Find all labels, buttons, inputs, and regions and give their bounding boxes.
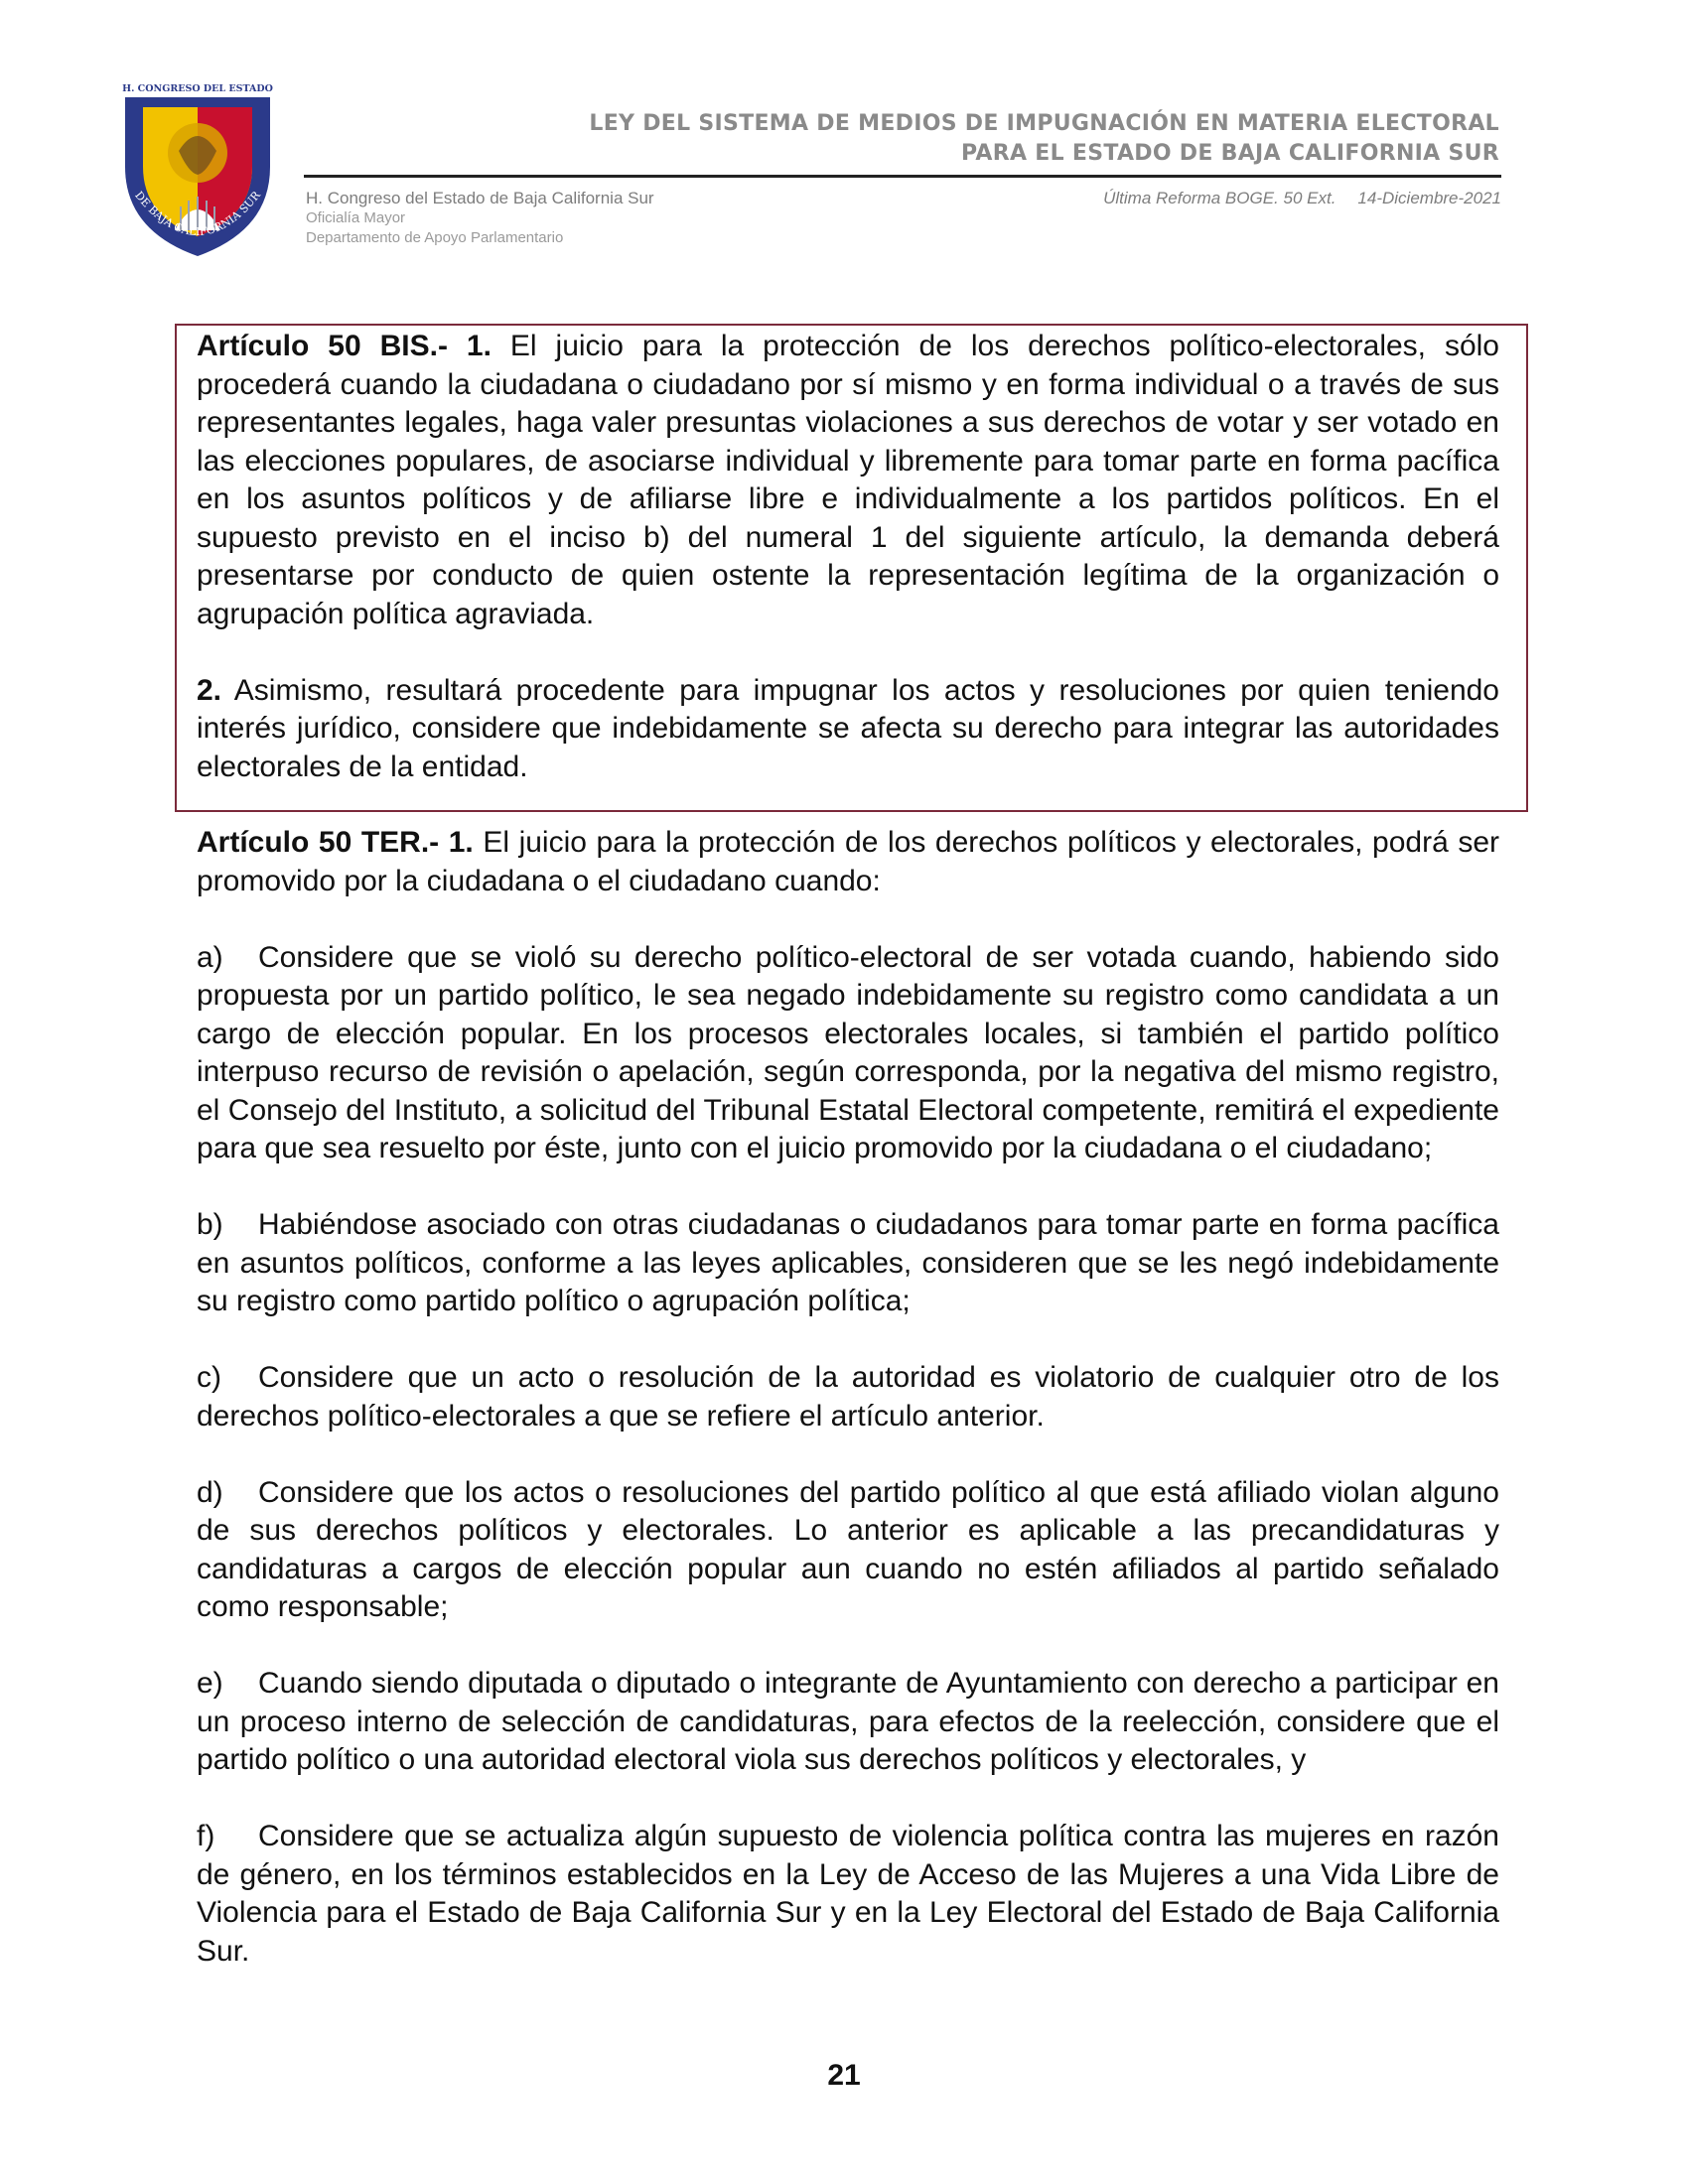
item-label: f) <box>197 1820 215 1852</box>
list-item-b <box>197 1206 1499 1321</box>
reform-date: 14-Diciembre-2021 <box>1357 189 1501 207</box>
item-text: Considere que se violó su derecho político-electoral de ser votada cuando, habiendo sido propuesta por un partido político, le sea negado indebidamente su registro como candidata a un cargo de elección popular. En los procesos electorales locales, si también el partido político interpuso recurso de revisión o apelación, según corresponda, por la negativa del mismo registro, el Consejo del Instituto, a solicitud del Tribunal Estatal Electoral competente, remitirá el expediente para que sea resuelto por éste, junto con el juicio promovido por la ciudadana o el ciudadano; <box>197 940 1499 1164</box>
item-label: c) <box>197 1361 221 1394</box>
logo-text-ring: DE BAJA CALIFORNIA SUR <box>132 189 263 239</box>
list-item-e <box>197 1665 1499 1780</box>
article-50-bis-paragraph-2: Asimismo, resultará procedente para impugnar los actos y resoluciones por quien teniendo interés jurídico, considere que indebidamente se afecta su derecho para integrar las autoridades electorales de la entidad. <box>197 673 1499 783</box>
list-item-d <box>197 1474 1499 1627</box>
org-office: Oficialía Mayor <box>306 209 406 226</box>
congress-logo <box>117 81 278 260</box>
article-50-bis-number-2: 2. <box>197 673 222 707</box>
article-50-ter <box>197 824 1499 1971</box>
item-text: Considere que un acto o resolución de la autoridad es violatorio de cualquier otro de los derechos político-electorales a que se refiere el artículo anterior. <box>197 1361 1499 1433</box>
list-item-a <box>197 939 1499 1168</box>
reform-label: Última Reforma BOGE. 50 Ext. <box>1103 189 1336 207</box>
last-reform <box>1103 189 1501 208</box>
org-name: H. Congreso del Estado de Baja California Sur <box>306 189 654 207</box>
org-department: Departamento de Apoyo Parlamentario <box>306 229 564 246</box>
law-title-line2: PARA EL ESTADO DE BAJA CALIFORNIA SUR <box>961 141 1499 166</box>
org-info <box>306 189 654 248</box>
page-number: 21 <box>827 2059 861 2092</box>
item-text: Habiéndose asociado con otras ciudadanas o ciudadanos para tomar parte en forma pacífica en asuntos políticos, conforme a las leyes aplicables, consideren que se les negó indebidamente su registro como partido político o agrupación política; <box>197 1208 1499 1317</box>
article-50-bis-heading: Artículo 50 BIS.- 1. <box>197 330 492 362</box>
article-50-bis <box>197 328 1499 786</box>
item-label: d) <box>197 1475 223 1509</box>
list-item-c <box>197 1359 1499 1435</box>
item-text: Considere que se actualiza algún supuesto de violencia política contra las mujeres en razón de género, en los términos establecidos en la Ley de Acceso de las Mujeres a una Vida Libre de Violencia para el Estado de Baja California Sur y en la Ley Electoral del Estado de Baja California Sur. <box>197 1820 1499 1968</box>
logo-text-top: H. CONGRESO DEL ESTADO <box>122 83 273 94</box>
article-50-bis-paragraph-1: El juicio para la protección de los derechos político-electorales, sólo procederá cuando la ciudadana o ciudadano por sí mismo y en forma individual o a través de sus representantes legales, haga valer presuntas violaciones a sus derechos de votar y ser votado en las elecciones populares, de asociarse individual y libremente para tomar parte en forma pacífica en los asuntos políticos y de afiliarse libre e individualmente a los partidos políticos. En el supuesto previsto en el inciso b) del numeral 1 del siguiente artículo, la demanda deberá presentarse por conducto de quien ostente la representación legítima de la organización o agrupación política agraviada. <box>197 330 1499 630</box>
item-text: Cuando siendo diputada o diputado o integrante de Ayuntamiento con derecho a participar en un proceso interno de selección de candidaturas, para efectos de la reelección, considere que el partido político o una autoridad electoral viola sus derechos políticos y electorales, y <box>197 1667 1499 1776</box>
header-divider <box>304 175 1501 178</box>
item-text: Considere que los actos o resoluciones del partido político al que está afiliado violan alguno de sus derechos políticos y electorales. Lo anterior es aplicable a las precandidaturas y candidaturas a cargos de elección popular aun cuando no estén afiliados al partido señalado como responsable; <box>197 1475 1499 1623</box>
item-label: a) <box>197 940 223 974</box>
law-title-line1: LEY DEL SISTEMA DE MEDIOS DE IMPUGNACIÓN EN MATERIA ELECTORAL <box>589 111 1499 136</box>
item-label: e) <box>197 1667 223 1700</box>
item-label: b) <box>197 1208 223 1241</box>
article-50-ter-intro: El juicio para la protección de los derechos políticos y electorales, podrá ser promovido por la ciudadana o el ciudadano cuando: <box>197 826 1499 897</box>
list-item-f <box>197 1818 1499 1971</box>
article-50-ter-heading: Artículo 50 TER.- 1. <box>197 826 474 859</box>
law-title <box>589 109 1499 169</box>
